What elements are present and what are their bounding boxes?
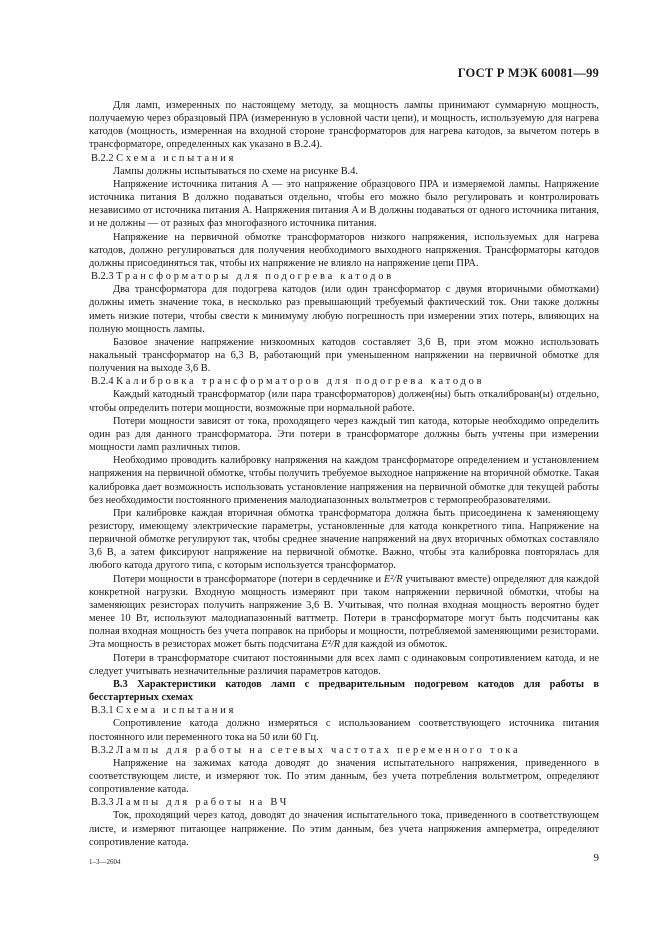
section-number: B.3.1 [91,705,114,717]
paragraph: Напряжение источника питания A — это напряжение образцового ПРА и измеряемой лампы. Напряжение источника питания B должно подаваться отдельно, чтобы его можно было регулировать и контролировать независимо от источника питания A. Напряжения питания A и B должны подаваться от одного источника питания, и не должны — от разных фаз многофазного источника питания. [89,178,599,230]
section-number: B.2.2 [91,152,114,164]
paragraph: Для ламп, измеренных по настоящему методу, за мощность лампы принимают суммарную мощность, получаемую через образцовый ПРА (измеренную в условной части цепи), и мощность, используемую для нагрева катодов (мощность, измеренная на входной стороне трансформаторов для нагрева катодов, за вычетом потерь в трансформаторе, определенных как указано в B.2.4). [89,100,599,151]
section-title: Лампы для работы на сетевых частотах переменного тока [116,744,521,756]
text-run: для каждой из обмоток. [340,639,448,651]
paragraph: Напряжение на первичной обмотке трансформаторов низкого напряжения, используемых для нагрева катодов, должно регулироваться для получения необходимого выходного напряжения. Трансформаторы катодов должны присоединяться так, чтобы их напряжение не влияло на напряжение цепи ПРА. [89,231,599,269]
section-title: Лампы для работы на ВЧ [116,797,290,809]
paragraph: Потери в трансформаторе считают постоянными для всех ламп с одинаковым сопротивлением катода, и не следует учитывать незначительные различия параметров катодов. [89,652,599,677]
section-title: Калибровка трансформаторов для подогрева катодов [116,376,485,388]
paragraph: Необходимо проводить калибровку напряжения на каждом трансформаторе определением и установлением напряжения на первичной обмотке, чтобы получить требуемое выходное напряжение на вторичной обмотке. Такая калибровка дает возможность использовать установление напряжения на первичной обмотке для текущей работы без необходимости постоянного применения малодиапазонных вольтметров с термопреобразователями. [89,455,599,506]
section-title: Схема испытания [116,705,237,717]
paragraph-with-formula [89,573,599,652]
section-heading-b22 [89,152,599,165]
paragraph: Сопротивление катода должно измеряться с использованием соответствующего источника питания постоянного или переменного тока на 50 или 60 Гц. [89,718,599,743]
paragraph: При калибровке каждая вторичная обмотка трансформатора должна быть присоединена к заменяющему резистору, имеющему электрические параметры, установленные для катода конкретного типа. Напряжение на первичной обмотке регулируют так, чтобы среднее значение напряжений на двух вторичных обмотках составляло 3,6 В, а затем фиксируют напряжение на первичной обмотке. Важно, чтобы эта калибровка повторялась для любого катода другого типа, с которым используется трансформатор. [89,507,599,572]
section-number: B.2.3 [91,271,114,283]
section-heading-b33 [89,796,599,809]
paragraph: Базовое значение напряжение низкоомных катодов составляет 3,6 В, при этом можно использовать накальный трансформатор на 6,3 В, работающий при уменьшенном напряжении на первичной обмотке для получения на выходе 3,6 В. [89,336,599,375]
document-body [89,99,599,849]
section-title: Схема испытания [116,152,237,164]
standard-header: ГОСТ Р МЭК 60081—99 [457,66,599,80]
section-heading-b32 [89,744,599,757]
section-heading-b23 [89,270,599,283]
section-number: B.3.2 [91,744,114,756]
paragraph: Два трансформатора для подогрева катодов (или один трансформатор с двумя вторичными обмотками) должны иметь значение тока, в несколько раз превышающий требуемый фактический ток. Они также должны иметь низкие потери, чтобы свести к минимуму любую погрешность при измерении этих потерь, влияющих на полную мощность лампы. [89,284,599,335]
section-heading-b24 [89,375,599,388]
paragraph: Ток, проходящий через катод, доводят до значения испытательного тока, приведенного в соответствующем листе, и измеряют питающее напряжение. По этим данным, без учета напряжения амперметра, определяют сопротивление катода. [89,810,599,848]
section-title: Трансформаторы для подогрева катодов [116,271,394,283]
text-run: Потери мощности в трансформаторе (потери в сердечнике и [113,573,384,585]
section-number: B.2.4 [91,376,114,388]
print-code: 1–3—2604 [89,858,121,866]
paragraph: Лампы должны испытываться по схеме на рисунке B.4. [113,165,359,177]
section-number: B.3.3 [91,797,114,809]
page-number: 9 [593,852,599,864]
section-heading-b31 [89,704,599,717]
formula: E²/R [383,573,403,585]
paragraph: Напряжение на зажимах катода доводят до значения испытательного напряжения, приведенного в соответствующем листе, и измеряют ток. По этим данным, без учета потребления вольтметром, определяют сопротивление катода. [89,757,599,796]
paragraph: Потери мощности зависят от тока, проходящего через каждый тип катода, которые необходимо определить один раз для данного трансформатора. Эти потери в трансформаторе должны быть учтены при измерении мощности ламп различных типов. [89,415,599,454]
text-run: учитывают вместе) определяют для каждой конкретной нагрузки. Входную мощность измеряют при таком напряжении первичной обмотки, чтобы на заменяющих резисторах получить напряжение 3,6 В. Учитывая, что полная входная мощность вероятно будет менее 10 Вт, используют малодиапазонный ваттметр. Потери в трансформаторе могут быть подсчитаны как полная входная мощность без учета поправок на приборы и мощности, потребляемой заменяющими резисторами. Эта мощность в резисторах может быть подсчитана [89,573,599,651]
paragraph: Каждый катодный трансформатор (или пара трансформаторов) должен(ны) быть откалиброван(ы) отдельно, чтобы определить потери мощности, возможные при нормальной работе. [89,389,599,414]
formula: E²/R [321,639,341,651]
section-heading-b3: B.3 Характеристики катодов ламп с предварительным подогревом катодов для работы в бесстартерных схемах [89,678,599,704]
